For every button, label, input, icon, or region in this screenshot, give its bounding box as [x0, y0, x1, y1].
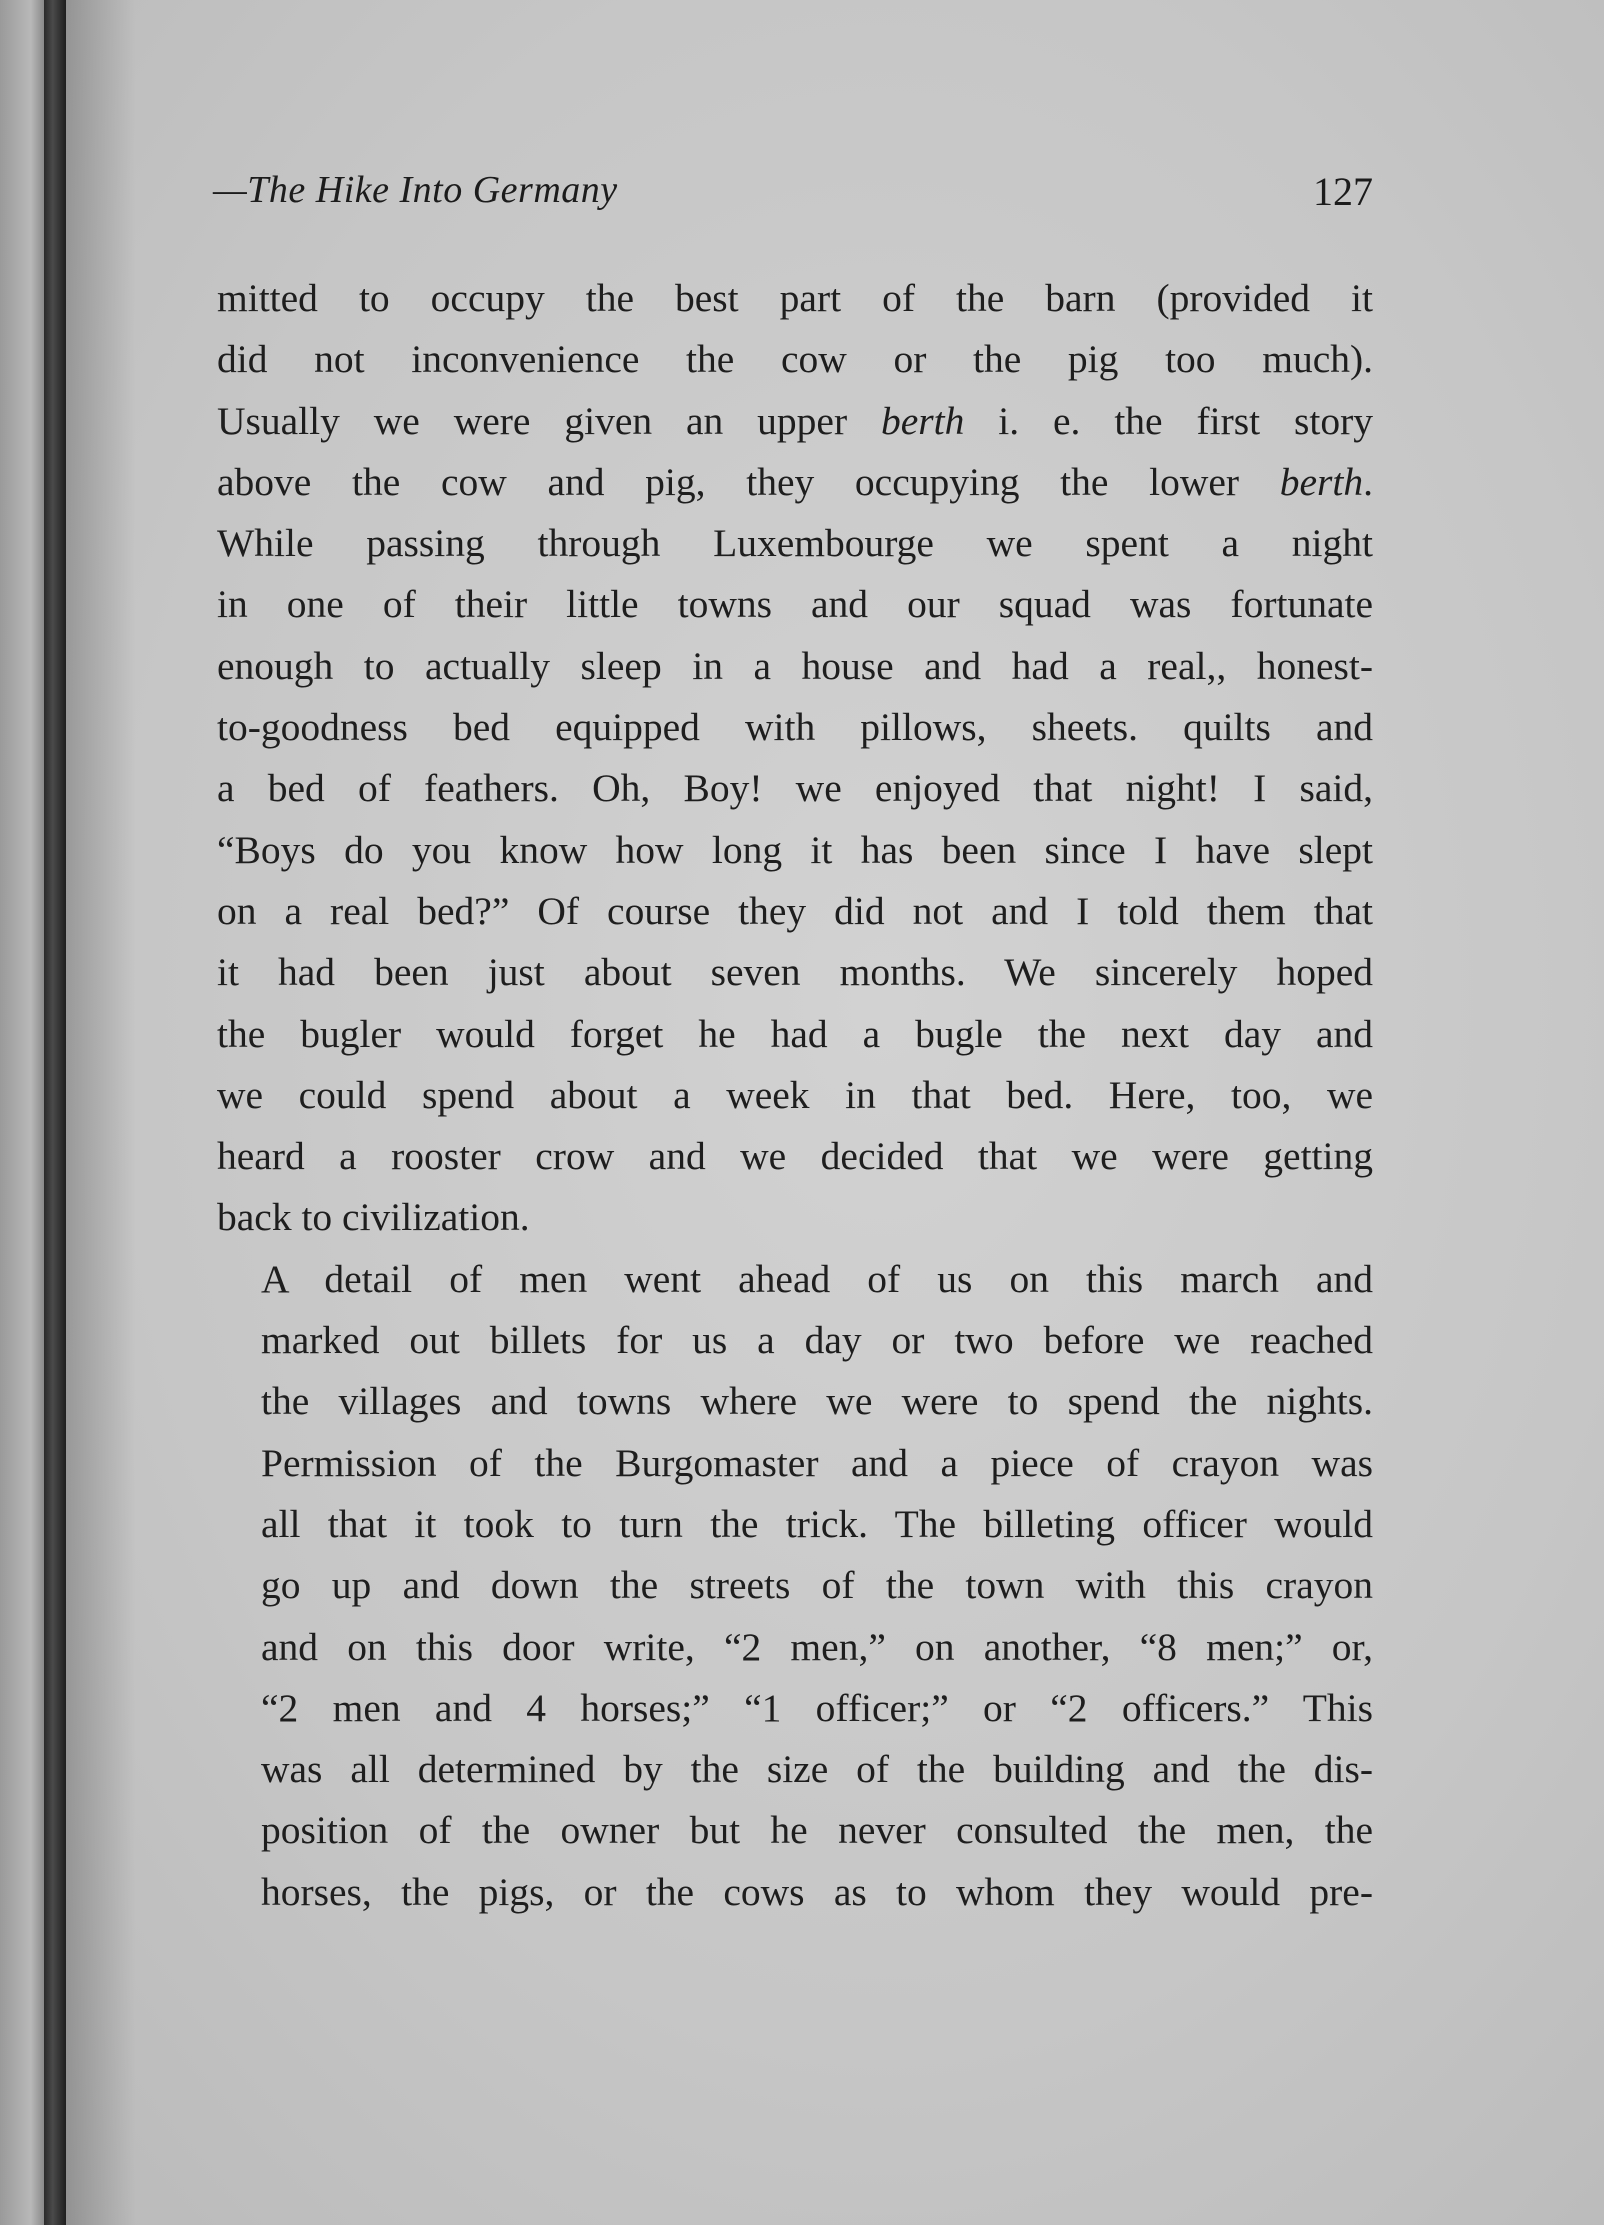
text-line: go up and down the streets of the town with this crayon: [261, 1563, 1373, 1608]
text-line: back to civilization.: [217, 1195, 530, 1240]
book-spine: [44, 0, 66, 2225]
text-line: position of the owner but he never consulted the men, the: [261, 1808, 1373, 1853]
text-line: horses, the pigs, or the cows as to whom they would pre-: [261, 1869, 1373, 1914]
text-line: a bed of feathers. Oh, Boy! we enjoyed that night! I said,: [217, 766, 1373, 811]
text-line: “2 men and 4 horses;” “1 officer;” or “2 officers.” This: [261, 1685, 1373, 1730]
text-line: in one of their little towns and our squad was fortunate: [217, 582, 1373, 627]
running-head: —The Hike Into Germany: [213, 169, 618, 211]
text-line: heard a rooster crow and we decided that we were getting: [217, 1134, 1373, 1179]
page-header: [213, 168, 1373, 228]
text-line: enough to actually sleep in a house and had a real,, honest-: [217, 643, 1373, 688]
gutter-shade: [66, 0, 136, 2225]
page-edge-shadow: [0, 0, 44, 2225]
text-line: the villages and towns where we were to spend the nights.: [261, 1379, 1373, 1424]
text-line: it had been just about seven months. We sincerely hoped: [217, 950, 1373, 995]
text-line: and on this door write, “2 men,” on another, “8 men;” or,: [261, 1624, 1373, 1669]
paragraph: [217, 1249, 1373, 1923]
text-line: the bugler would forget he had a bugle the next day and: [217, 1011, 1373, 1056]
text-line: While passing through Luxembourge we spent a night: [217, 521, 1373, 566]
text-line: all that it took to turn the trick. The billeting officer would: [261, 1501, 1373, 1546]
text-line: Permission of the Burgomaster and a piece of crayon was: [261, 1440, 1373, 1485]
text-line: marked out billets for us a day or two before we reached: [261, 1318, 1373, 1363]
text-line: Usually we were given an upper berth i. e. the first story: [217, 398, 1373, 443]
text-line: above the cow and pig, they occupying the lower berth.: [217, 459, 1373, 504]
text-line: to-goodness bed equipped with pillows, sheets. quilts and: [217, 705, 1373, 750]
text-line: was all determined by the size of the building and the dis-: [261, 1747, 1373, 1792]
paragraph: [217, 268, 1373, 1249]
text-line: did not inconvenience the cow or the pig too much).: [217, 337, 1373, 382]
page-number: 127: [1313, 169, 1373, 214]
text-line: we could spend about a week in that bed. Here, too, we: [217, 1072, 1373, 1117]
text-line: mitted to occupy the best part of the barn (provided it: [217, 276, 1373, 320]
body-text: [217, 268, 1373, 1923]
text-line: A detail of men went ahead of us on this march and: [261, 1256, 1373, 1301]
text-line: on a real bed?” Of course they did not and I told them that: [217, 888, 1373, 933]
text-line: “Boys do you know how long it has been since I have slept: [217, 827, 1373, 872]
